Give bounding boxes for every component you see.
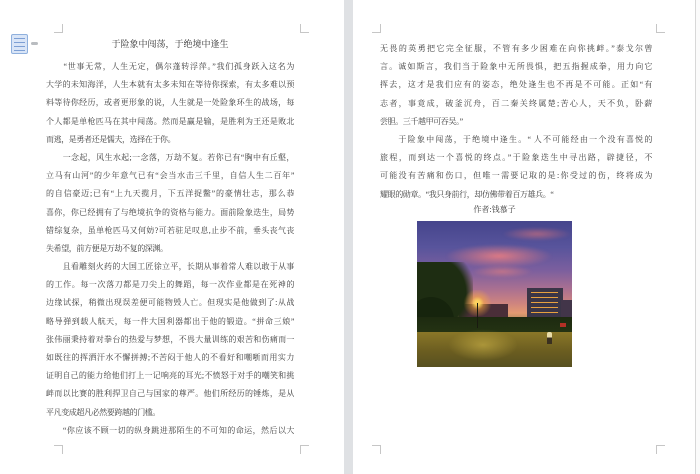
photo-cloud bbox=[502, 227, 572, 242]
text-line[interactable]: 平凡变成超凡必然要跨越的门槛。 bbox=[46, 407, 160, 417]
margin-mark-icon bbox=[372, 24, 381, 33]
text-line[interactable]: 失希望，前方便是万劫不复的深渊。 bbox=[46, 243, 168, 253]
margin-mark-icon bbox=[54, 445, 63, 454]
margin-mark-icon bbox=[300, 24, 309, 33]
photo-streetlamp-pole bbox=[477, 303, 478, 328]
page2-text-column[interactable] bbox=[380, 40, 652, 204]
text-line[interactable]: “世事无常，人生无定，偶尔蓬转浮萍。”我们孤身跃入这名为 bbox=[46, 62, 294, 71]
text-line[interactable]: 无畏的英勇把它完全征服，不管有多少困难在向你挑衅。”泰戈尔曾 bbox=[380, 44, 652, 53]
scrollbar-track[interactable] bbox=[696, 0, 700, 474]
text-line[interactable]: 如既往的挥洒汗水不懈拼搏;不苦闷于他人的不看好和嘲哳而用实力 bbox=[46, 353, 294, 362]
photo-pedestrian bbox=[547, 332, 552, 344]
text-line[interactable]: 大学的未知海洋，人生本就有太多未知在等待你探索，有太多难以预 bbox=[46, 80, 294, 90]
photo-lit-windows bbox=[531, 292, 558, 314]
author-line[interactable]: 作者:钱慕子 bbox=[473, 205, 516, 214]
text-line[interactable]: 旅程，而到达一个喜悦的终点。”于险象迭生中寻出路，辟捷径，不 bbox=[380, 153, 652, 163]
text-line[interactable]: 的自信豪迈;已有“上九天揽月，下五洋捉鳖”的豪情壮志，那么恭 bbox=[46, 189, 294, 199]
photo-cloud bbox=[471, 265, 533, 278]
text-line[interactable]: 的工作。每一次落刀都是刀尖上的舞蹈，每一次作业都是在死神的 bbox=[46, 280, 294, 290]
text-line[interactable]: 挥去，这才是我们应有的姿态，绝处逢生也不再是不可能。正如“有 bbox=[380, 80, 652, 90]
text-line[interactable]: 耀眼的勋章。“我只身前行，却仿佛带着百万雄兵。“ bbox=[380, 189, 554, 199]
text-line[interactable]: 言。诚如斯言，我们当于险象中无所畏惧，把五指握成拳，用力向它 bbox=[380, 62, 652, 72]
document-page-icon[interactable] bbox=[11, 34, 28, 54]
text-line[interactable]: 张伟丽秉持着对拳台的热爱与梦想，不畏大量训练的艰苦和伤痛而一 bbox=[46, 334, 294, 344]
margin-mark-icon bbox=[54, 24, 63, 33]
margin-mark-icon bbox=[300, 445, 309, 454]
text-line[interactable]: 料等待你经历，或者更形象的说，人生就是一处险象环生的战场，每 bbox=[46, 98, 294, 108]
photo-light-pool bbox=[448, 329, 518, 361]
text-line[interactable]: 衅而以比赛的胜利捍卫自己与国家的尊严。他们所经历的锤炼，是从 bbox=[46, 389, 294, 399]
text-line[interactable]: “你应该不顾一切的纵身跳进那陌生的不可知的命运，然后以大 bbox=[46, 425, 294, 435]
text-line[interactable]: 边缘试探，稍微出现误差便可能物毁人亡。但现实是他做到了:从战 bbox=[46, 298, 294, 308]
text-line[interactable]: 略导弹到载人航天，每一件大国利器都出于他的锻造。“拼命三娘” bbox=[46, 316, 294, 326]
text-line[interactable]: 于险象中闯荡，于绝境中逢生。“ 人不可能经由一个没有喜悦的 bbox=[380, 134, 652, 144]
margin-mark-icon bbox=[656, 445, 665, 454]
text-line[interactable]: 个人都是单枪匹马在其中闯荡。然而是赢是输，是胜利为王还是败北 bbox=[46, 116, 294, 126]
text-line[interactable]: 尝胆。三千越甲可吞吴。” bbox=[380, 116, 463, 126]
text-line[interactable]: 且看雕刻火药的大国工匠徐立平，长期从事着常人难以敢于从事 bbox=[46, 262, 294, 272]
inline-photo[interactable] bbox=[417, 221, 572, 367]
photo-red-sign bbox=[560, 323, 566, 327]
page-gap bbox=[344, 0, 353, 474]
text-line[interactable]: 一念起，风生水起;一念落，万劫不复。若你已有“胸中有丘壑， bbox=[46, 152, 294, 162]
drag-handle-dash[interactable] bbox=[31, 42, 38, 45]
text-line[interactable]: 立马有山河”的少年意气已有“会当水击三千里，自信人生二百年” bbox=[46, 171, 294, 181]
text-line[interactable]: 而逃，是勇者还是懦夫，选择在于你。 bbox=[46, 134, 176, 144]
text-line[interactable]: 喜你，你已经拥有了与绝境抗争的资格与能力。面前险象迭生，局势 bbox=[46, 207, 294, 217]
document-title[interactable]: 于险象中闯荡，于绝境中逢生 bbox=[111, 39, 229, 49]
text-line[interactable]: 证明自己的能力给他们打上一记响亮的耳光;不愤怒于对手的嘲笑和挑 bbox=[46, 371, 294, 381]
margin-mark-icon bbox=[372, 445, 381, 454]
margin-mark-icon bbox=[656, 24, 665, 33]
text-line[interactable]: 志者，事竟成，破釜沉舟，百二秦关终属楚;苦心人，天不负，卧薪 bbox=[380, 98, 652, 108]
text-line[interactable]: 可能没有苦痛和伤口，但唯一需要记取的是:你受过的伤，终将成为 bbox=[380, 171, 652, 181]
page1-text-column[interactable] bbox=[46, 58, 294, 440]
text-line[interactable]: 错综复杂，虽单枪匹马又何妨?可若驻足叹息,止步不前，垂头丧气丧 bbox=[46, 225, 294, 235]
document-icon-lines bbox=[14, 38, 25, 51]
